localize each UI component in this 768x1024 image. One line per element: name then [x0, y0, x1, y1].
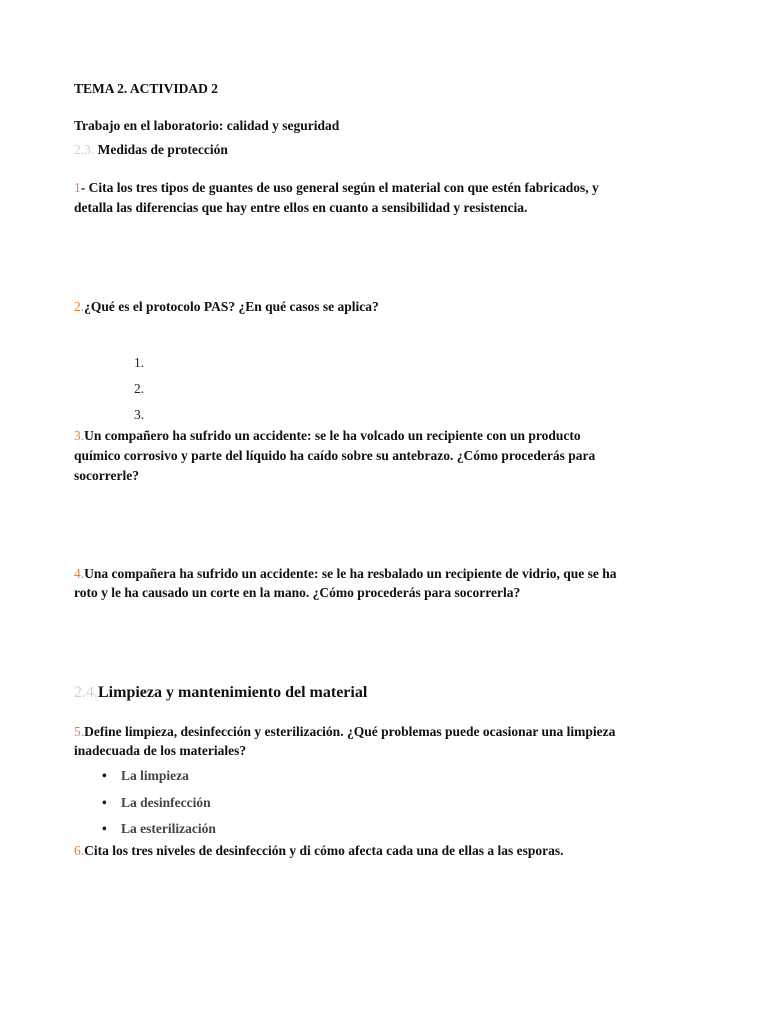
bullet-label: La desinfección — [121, 795, 211, 810]
list-item: 1. — [134, 355, 145, 370]
section-number: 2.3. — [74, 142, 95, 157]
subtitle: Trabajo en el laboratorio: calidad y seguridad — [74, 118, 340, 133]
question-number: 6. — [74, 843, 85, 858]
bullet-item — [102, 795, 211, 811]
list-item: 2. — [134, 381, 145, 396]
page-title: TEMA 2. ACTIVIDAD 2 — [74, 81, 219, 96]
question-4-line-2: roto y le ha causado un corte en la mano. ¿Cómo procederás para socorrerla? — [74, 585, 521, 600]
section-heading-2-3 — [74, 142, 228, 158]
section-number: 2.4. — [74, 684, 98, 701]
question-3-line-3: socorrerle? — [74, 468, 139, 483]
bullet-item — [102, 768, 189, 784]
question-3-line-2: químico corrosivo y parte del líquido ha caído sobre su antebrazo. ¿Cómo procederás para — [74, 448, 596, 463]
question-number: 1 — [74, 180, 81, 195]
bullet-icon: • — [102, 821, 107, 836]
question-6 — [74, 843, 563, 859]
question-2 — [74, 299, 379, 315]
question-text: - Cita los tres tipos de guantes de uso general según el material con que estén fabricados, y — [80, 180, 599, 195]
question-3-line-1 — [74, 428, 581, 444]
bullet-label: La esterilización — [121, 821, 216, 836]
question-number: 4. — [74, 566, 85, 581]
question-5-line-2: inadecuada de los materiales? — [74, 743, 247, 758]
section-heading-2-4 — [74, 684, 367, 702]
question-number: 2. — [74, 299, 85, 314]
question-1-line-1 — [74, 180, 599, 196]
question-number: 3. — [74, 428, 85, 443]
question-text: ¿Qué es el protocolo PAS? ¿En qué casos se aplica? — [84, 299, 379, 314]
question-text: Cita los tres niveles de desinfección y di cómo afecta cada una de ellas a las esporas. — [84, 843, 564, 858]
bullet-icon: • — [102, 795, 107, 810]
list-item: 3. — [134, 407, 145, 422]
question-text: Define limpieza, desinfección y esterilización. ¿Qué problemas puede ocasionar una limpieza — [84, 724, 616, 739]
section-title: Medidas de protección — [94, 142, 228, 157]
bullet-label: La limpieza — [121, 768, 189, 783]
section-title: Limpieza y mantenimiento del material — [98, 684, 368, 701]
question-4-line-1 — [74, 566, 617, 582]
bullet-icon: • — [102, 768, 107, 783]
question-text: Un compañero ha sufrido un accidente: se le ha volcado un recipiente con un producto — [84, 428, 581, 443]
bullet-item — [102, 821, 216, 837]
question-text: Una compañera ha sufrido un accidente: se le ha resbalado un recipiente de vidrio, que se ha — [84, 566, 617, 581]
question-number: 5. — [74, 724, 85, 739]
question-5-line-1 — [74, 724, 615, 740]
question-1-line-2: detalla las diferencias que hay entre ellos en cuanto a sensibilidad y resistencia. — [74, 200, 528, 215]
